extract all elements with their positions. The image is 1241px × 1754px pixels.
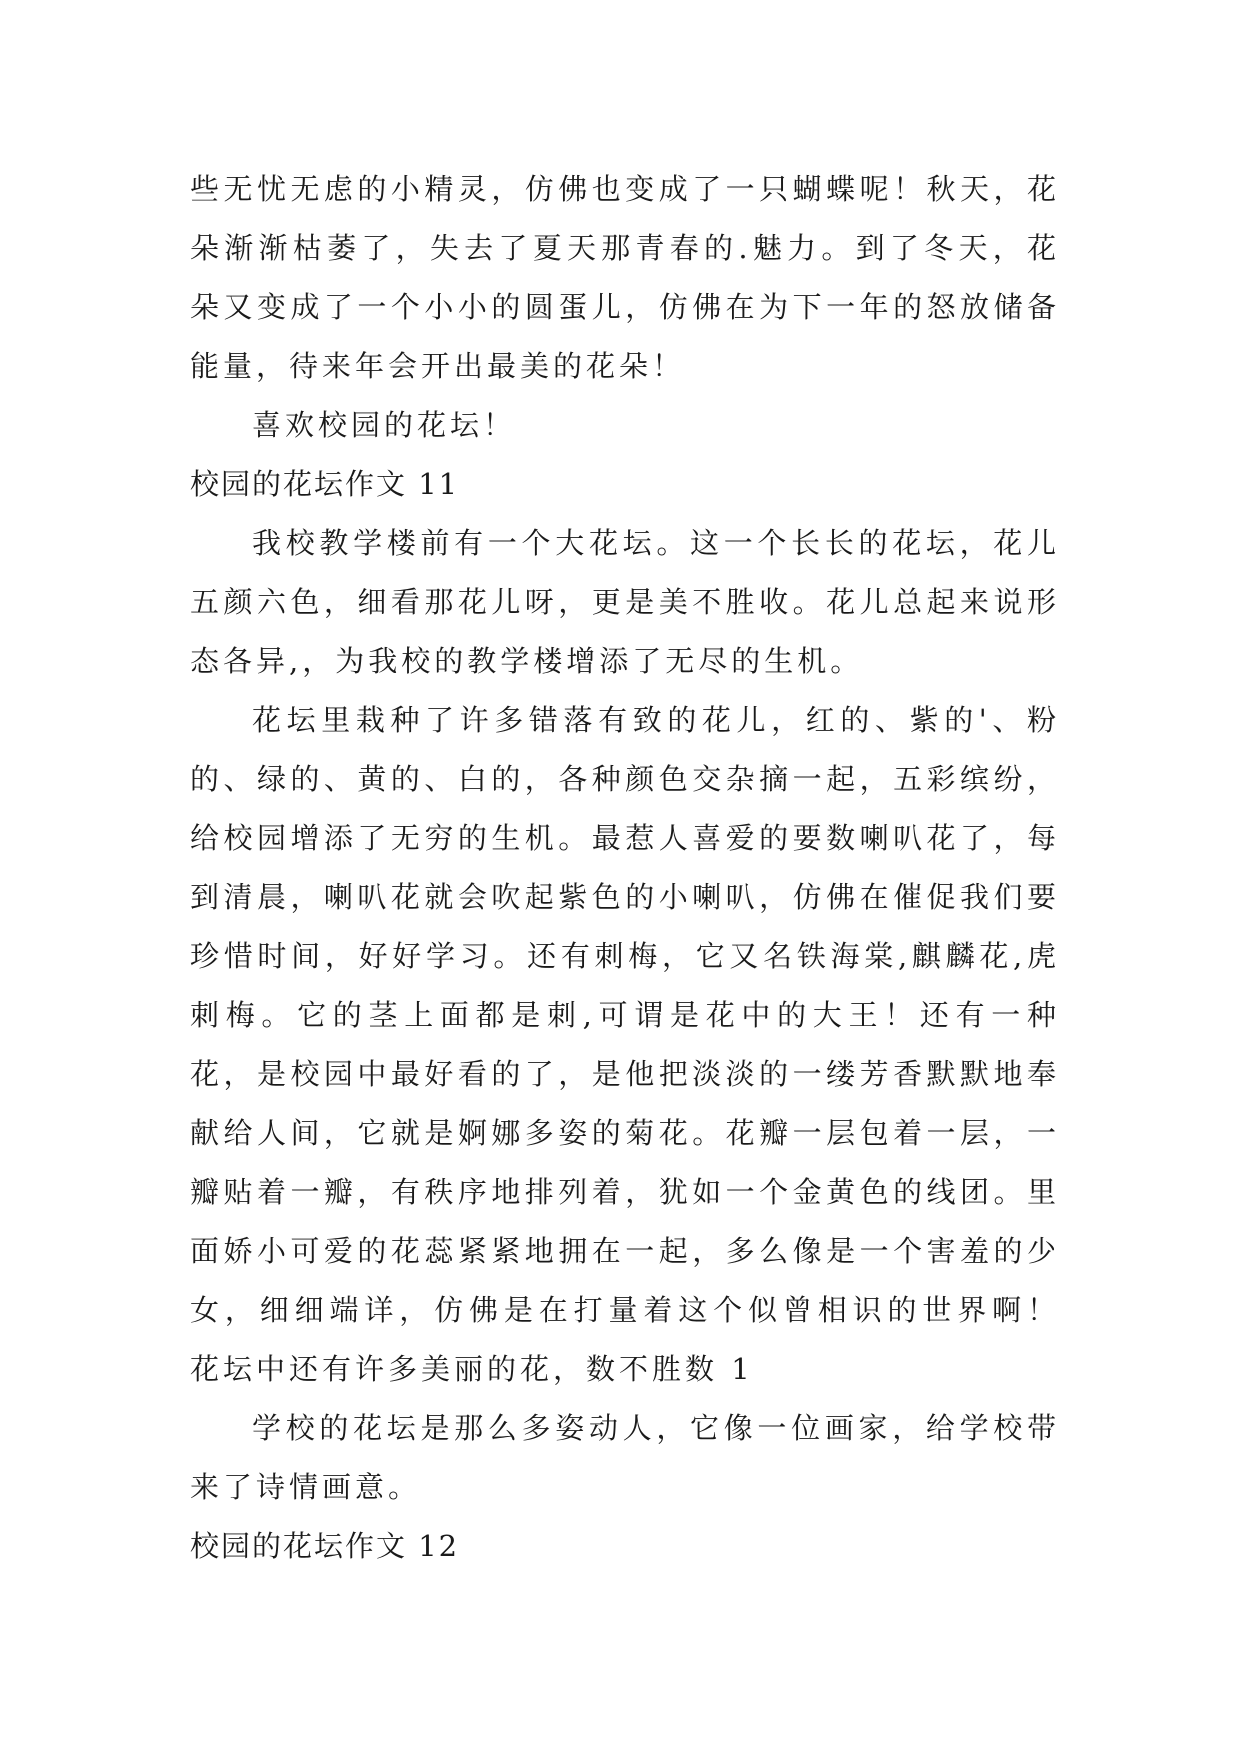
paragraph-closing: 喜欢校园的花坛！	[252, 408, 517, 442]
paragraph: 学校的花坛是那么多姿动人，它像一位画家，给学校带来了诗情画意。	[190, 1411, 1060, 1504]
paragraph: 我校教学楼前有一个大花坛。这一个长长的花坛，花儿五颜六色，细看那花儿呀，更是美不胜收。花儿总起来说形态各异,，为我校的教学楼增添了无尽的生机。	[190, 526, 1060, 678]
paragraph-continued: 些无忧无虑的小精灵，仿佛也变成了一只蝴蝶呢！秋天，花朵渐渐枯萎了，失去了夏天那青春的.魅力。到了冬天，花朵又变成了一个小小的圆蛋儿，仿佛在为下一年的怒放储备能量，待来年会开出最美的花朵！	[190, 172, 1060, 383]
section-heading: 校园的花坛作文 11	[190, 467, 460, 501]
paragraph: 花坛里栽种了许多错落有致的花儿，红的、紫的'、粉的、绿的、黄的、白的，各种颜色交杂摘一起，五彩缤纷，给校园增添了无穷的生机。最惹人喜爱的要数喇叭花了，每到清晨，喇叭花就会吹起紫色的小喇叭，仿佛在催促我们要珍惜时间，好好学习。还有刺梅，它又名铁海棠,麒麟花,虎刺梅。它的茎上面都是刺,可谓是花中的大王！还有一种花，是校园中最好看的了，是他把淡淡的一缕芳香默默地奉献给人间，它就是婀娜多姿的菊花。花瓣一层包着一层，一瓣贴着一瓣，有秩序地排列着，犹如一个金黄色的线团。里面娇小可爱的花蕊紧紧地拥在一起，多么像是一个害羞的少女，细细端详，仿佛是在打量着这个似曾相识的世界啊！ 花坛中还有许多美丽的花，数不胜数 1	[190, 703, 1060, 1386]
section-heading: 校园的花坛作文 12	[190, 1529, 460, 1563]
document-page	[190, 160, 1060, 1576]
